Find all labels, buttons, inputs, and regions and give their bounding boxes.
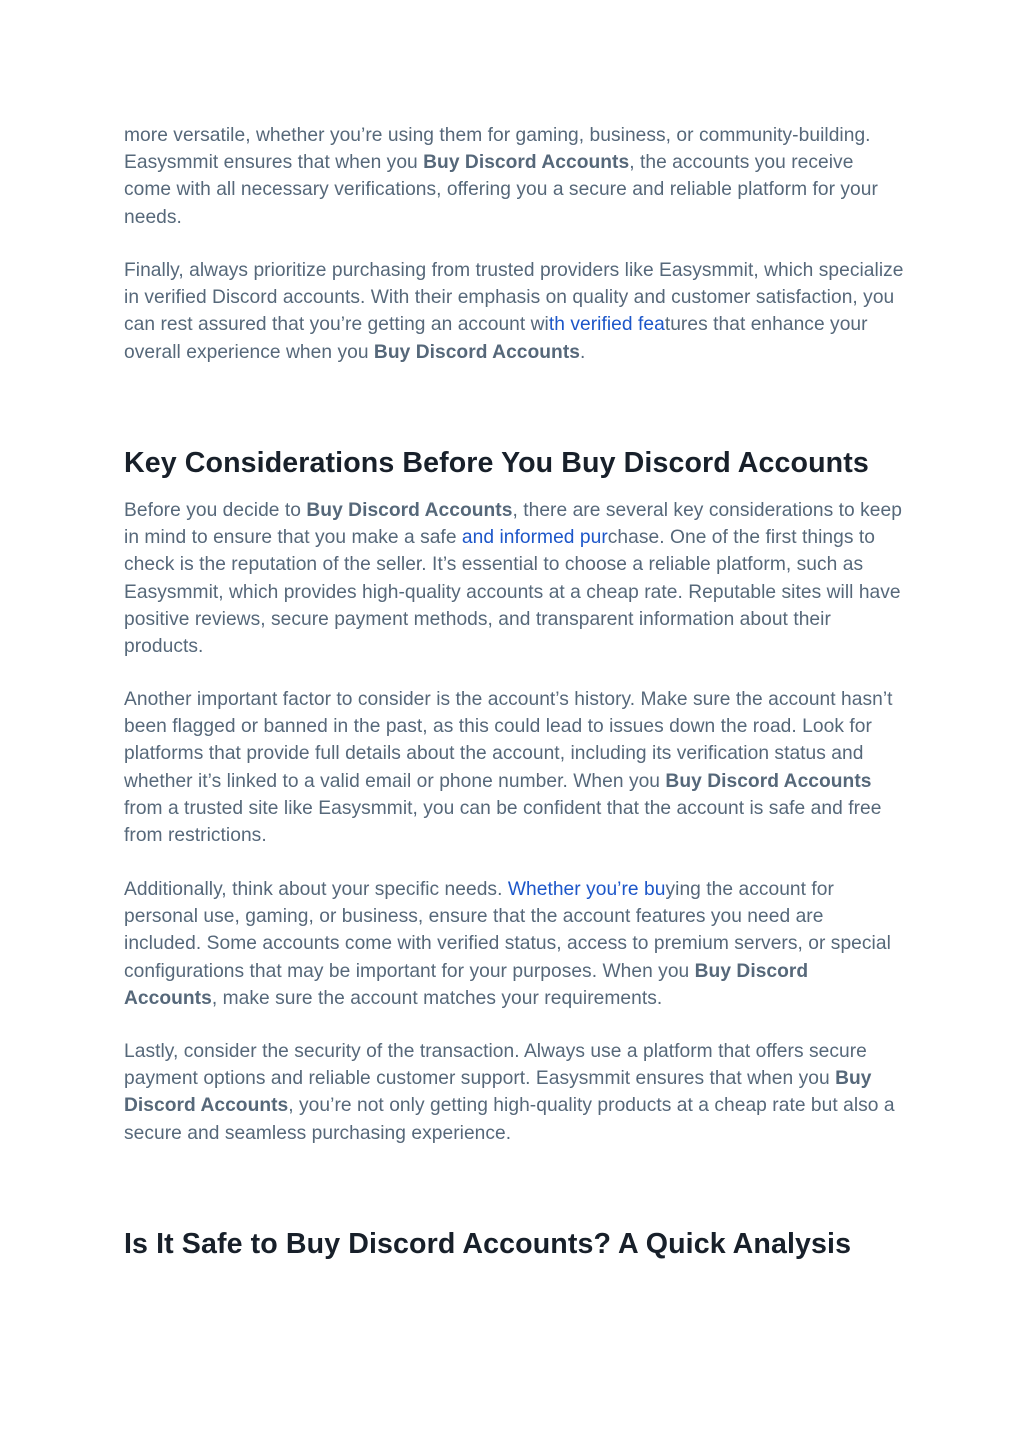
bold-keyword: Buy Discord Accounts (423, 152, 630, 174)
hyperlink[interactable]: Whether you’re bu (507, 879, 666, 900)
text-segment: , make sure the account matches your requirements. (211, 987, 663, 1009)
body-paragraph (124, 257, 904, 366)
text-segment: Additionally, think about your specific needs. (124, 879, 508, 900)
text-segment: more versatile, whether you’re using them for gaming, business, or community-building. Easysmmit ensures that when you (124, 125, 871, 174)
text-segment: ying the account for personal use, gaming, or business, ensure that the account features you need are included. Some accounts come with verified status, access to premium servers, or special configurations that may be important for your purposes. When you (124, 879, 891, 982)
bold-keyword: Buy Discord Accounts (306, 500, 513, 521)
text-segment: chase. One of the first things to check is the reputation of the seller. It’s essential to choose a reliable platform, such as Easysmmit, which provides high-quality accounts at a cheap rate. Reputable sites will have positive reviews, secure payment methods, and transparent information about their products. (124, 527, 901, 658)
text-segment: tures that enhance your overall experience when you (124, 314, 868, 363)
text-segment: . (579, 341, 586, 363)
text-segment: , there are several key considerations to keep in mind to ensure that you make a safe (124, 500, 902, 549)
text-segment: Finally, always prioritize purchasing from trusted providers like Easysmmit, which specialize in verified Discord accounts. With their emphasis on quality and customer satisfaction, you can rest assured that you’re getting an account wi (124, 260, 904, 336)
body-paragraph (124, 686, 904, 849)
text-segment: , you’re not only getting high-quality products at a cheap rate but also a secure and seamless purchasing experience. (124, 1095, 895, 1144)
body-paragraph (124, 497, 904, 660)
text-segment: , the accounts you receive come with all necessary verifications, offering you a secure and reliable platform for your needs. (124, 152, 878, 228)
text-segment: Lastly, consider the security of the transaction. Always use a platform that offers secure payment options and reliable customer support. Easysmmit ensures that when you (124, 1041, 867, 1090)
body-paragraph (124, 1038, 904, 1147)
bold-keyword: Buy Discord Accounts (373, 341, 580, 363)
bold-keyword: Buy Discord Accounts (124, 960, 809, 1009)
text-segment: Before you decide to (124, 500, 307, 521)
hyperlink[interactable]: and informed pur (461, 527, 608, 549)
hyperlink[interactable]: th verified fea (548, 314, 665, 336)
text-segment: Another important factor to consider is the account’s history. Make sure the account hasn’t been flagged or banned in the past, as this could lead to issues down the road. Look for platforms that provide full details about the account, including its verification status and whether it’s linked to a valid email or phone number. When you (124, 689, 893, 792)
body-paragraph (124, 876, 904, 1012)
body-paragraph (124, 122, 904, 231)
bold-keyword: Buy Discord Accounts (124, 1068, 872, 1117)
bold-keyword: Buy Discord Accounts (665, 770, 872, 792)
section-heading: Key Considerations Before You Buy Discord Accounts (124, 447, 869, 479)
section-heading: Is It Safe to Buy Discord Accounts? A Quick Analysis (124, 1228, 852, 1260)
text-segment: from a trusted site like Easysmmit, you can be confident that the account is safe and free from restrictions. (124, 797, 882, 847)
